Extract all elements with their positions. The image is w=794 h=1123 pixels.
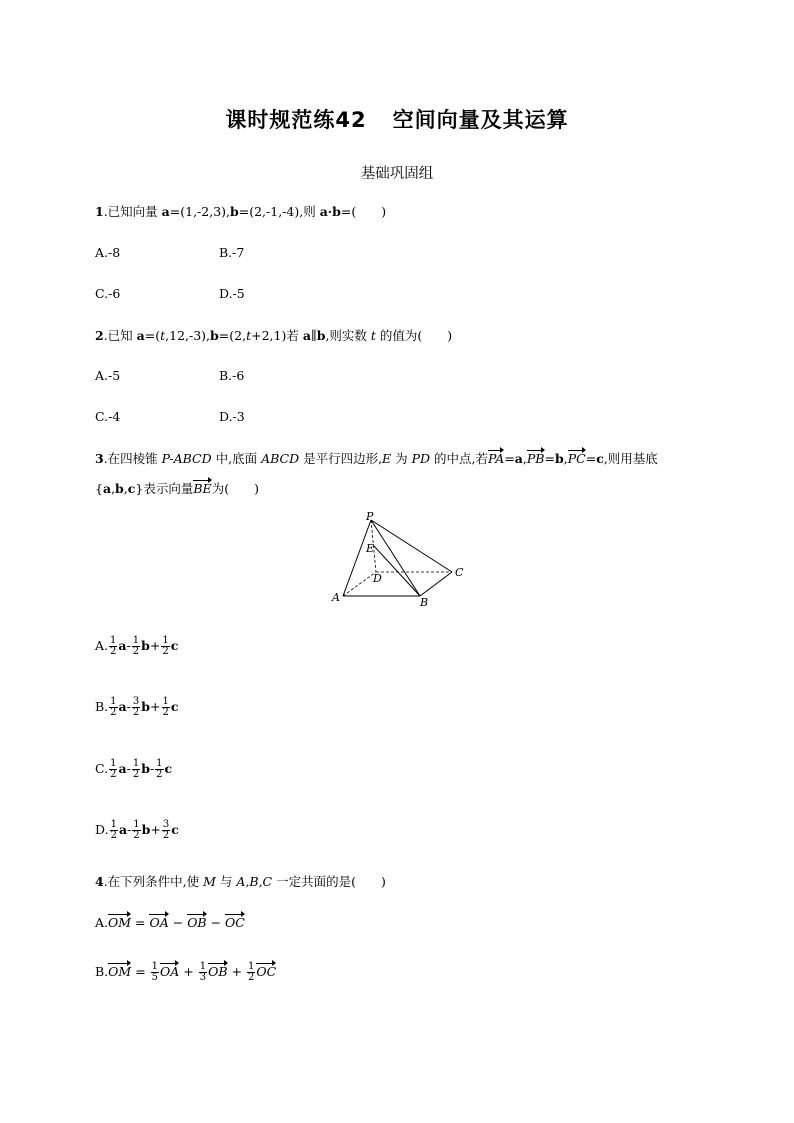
q1-option-d: D.-5 [219, 286, 245, 301]
q3-option-c: C. $\frac{1}{2}$ a- $\frac{1}{2}$ b- $\frac{1}{2}$ c [95, 758, 173, 780]
question-number: 2 [95, 328, 104, 343]
q3-option-b: B. $\frac{1}{2}$ a- $\frac{3}{2}$ b+ $\frac{1}{2}$ c [95, 696, 179, 718]
question-1-stem: 1.已知向量 a=(1,-2,3),b=(2,-1,-4),则 a·b=( ) [95, 204, 387, 219]
page-title [0, 104, 794, 134]
label-d: D [373, 572, 382, 585]
vector-pb: PB [526, 451, 545, 466]
edge-pa [343, 520, 371, 596]
q1-option-c: C.-6 [95, 286, 121, 301]
q2-option-b: B.-6 [219, 368, 245, 383]
q1-option-a: A.-8 [95, 245, 121, 260]
question-number: 3 [95, 451, 104, 466]
q3-option-a: A. $\frac{1}{2}$ a- $\frac{1}{2}$ b+ $\frac{1}{2}$ c [95, 635, 179, 657]
vector-pc: PC [567, 451, 586, 466]
segment-be [374, 546, 420, 596]
question-2-stem: 2.已知 a=(t,12,-3),b=(2,t+2,1)若 a∥b,则实数 t 的值为( ) [95, 328, 453, 343]
label-b: B [420, 596, 429, 609]
vector-pa: PA [488, 451, 505, 466]
q4-option-b: B.OM = $\frac{1}{5}$ OA + $\frac{1}{3}$ OB + $\frac{1}{2}$ OC [95, 961, 277, 983]
question-number: 4 [95, 874, 104, 889]
q3-option-d: D. $\frac{1}{2}$ a- $\frac{1}{2}$ b+ $\frac{3}{2}$ c [95, 819, 179, 841]
vector-be: BE [193, 481, 212, 496]
question-3-stem-line1: 3.在四棱锥 P-ABCD 中,底面 ABCD 是平行四边形,E 为 PD 的中点,若PA=a,PB=b,PC=c,则用基底 [95, 451, 658, 466]
question-number: 1 [95, 204, 104, 219]
label-c: C [455, 566, 464, 579]
edge-bc [420, 572, 452, 596]
question-4-stem: 4.在下列条件中,使 M 与 A,B,C 一定共面的是( ) [95, 874, 386, 889]
pyramid-figure [328, 510, 468, 610]
q2-option-a: A.-5 [95, 368, 121, 383]
title-main: 课时规范练42 [225, 108, 367, 132]
question-3-stem-line2: {a,b,c}表示向量BE为( ) [95, 481, 259, 496]
q2-option-c: C.-4 [95, 409, 121, 424]
edge-pc [371, 520, 452, 572]
label-e: E [366, 542, 375, 555]
section-heading: 基础巩固组 [360, 166, 434, 182]
title-sub: 空间向量及其运算 [392, 108, 569, 132]
label-a: A [332, 591, 340, 604]
q1-option-b: B.-7 [219, 245, 245, 260]
q2-option-d: D.-3 [219, 409, 245, 424]
label-p: P [366, 510, 374, 523]
q4-option-a: A.OM = OA − OB − OC [95, 915, 245, 930]
